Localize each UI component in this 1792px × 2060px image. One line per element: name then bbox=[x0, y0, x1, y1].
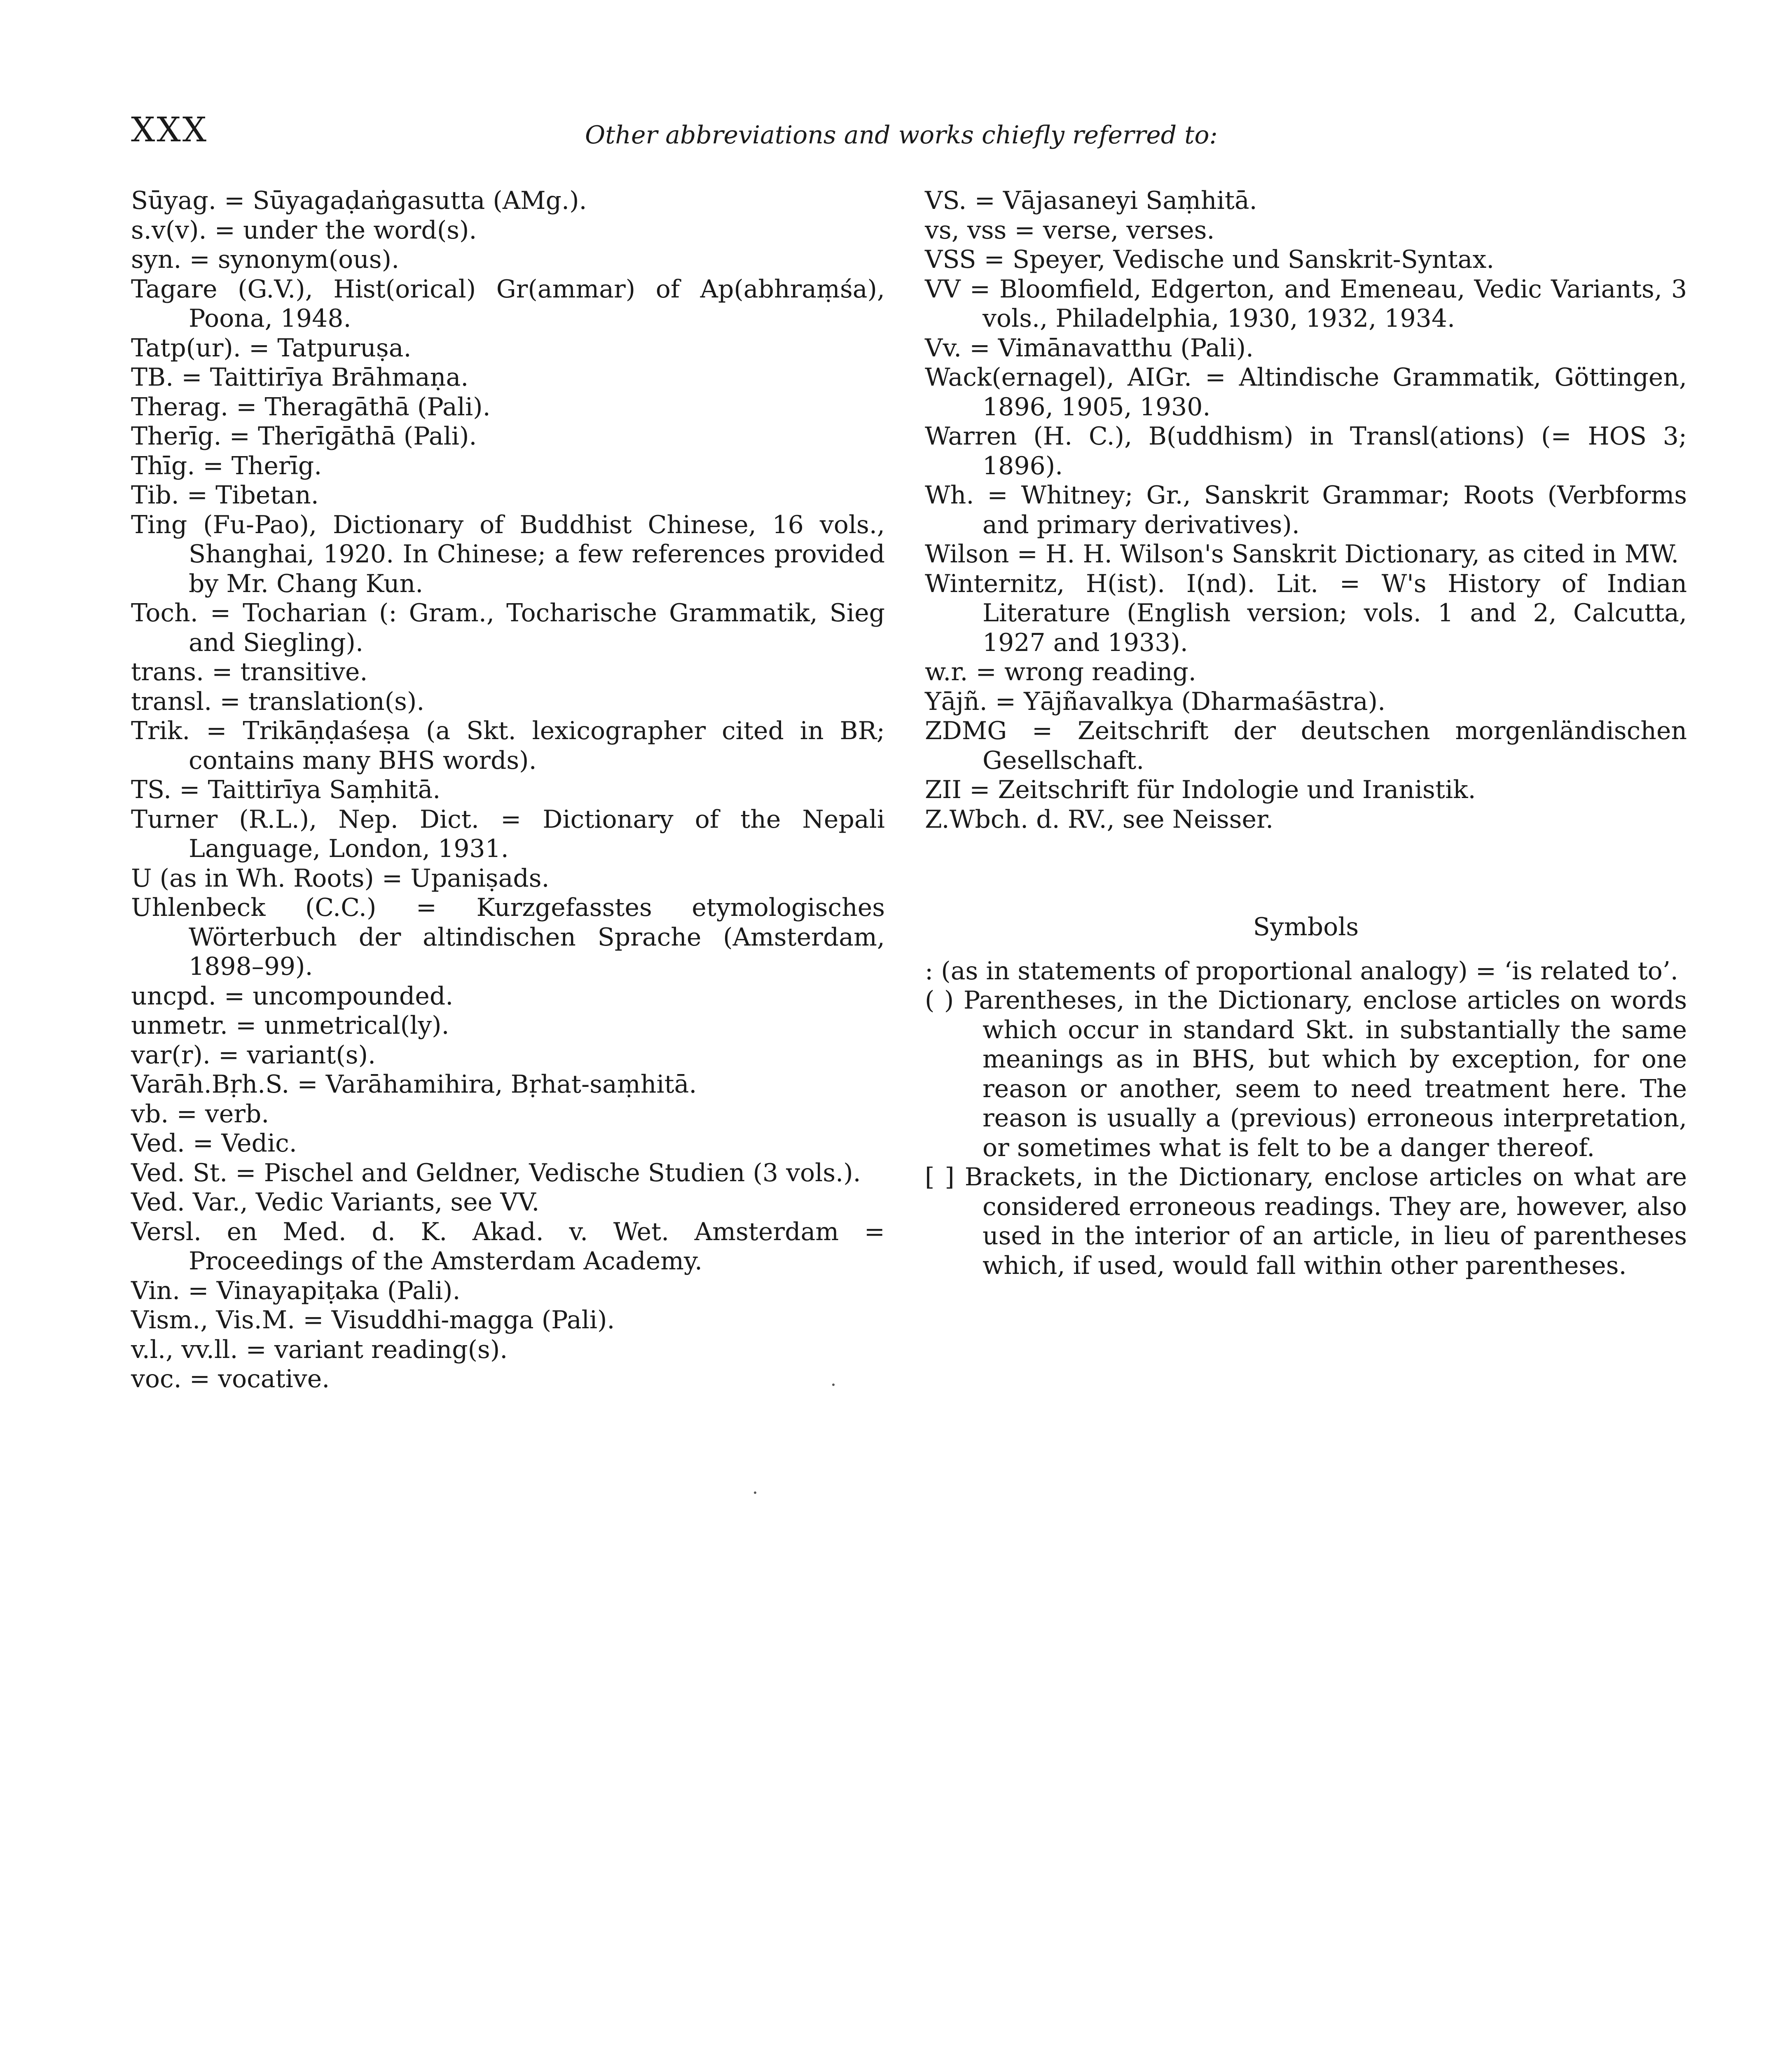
abbreviation-entry: Vism., Vis.M. = Visuddhi-magga (Pali). bbox=[131, 1306, 615, 1334]
abbreviation-entry: ZII = Zeitschrift für Indologie und Iranistik. bbox=[925, 775, 1476, 804]
abbreviation-entry: Tib. = Tibetan. bbox=[131, 481, 319, 510]
abbreviation-entry: Warren (H. C.), B(uddhism) in Transl(ations) (= HOS 3; 1896). bbox=[925, 422, 1687, 480]
abbreviation-entry: Vv. = Vimānavatthu (Pali). bbox=[925, 333, 1254, 363]
print-speck bbox=[754, 1491, 756, 1494]
abbreviation-entry: ZDMG = Zeitschrift der deutschen morgenländischen Gesellschaft. bbox=[925, 716, 1687, 775]
abbreviation-entry: Wilson = H. H. Wilson's Sanskrit Dictionary, as cited in MW. bbox=[925, 540, 1679, 569]
abbreviation-entry: Z.Wbch. d. RV., see Neisser. bbox=[925, 805, 1274, 834]
abbreviation-entry: Ved. Var., Vedic Variants, see VV. bbox=[131, 1188, 540, 1217]
abbreviation-entry: var(r). = variant(s). bbox=[131, 1040, 376, 1070]
abbreviation-entry: Wh. = Whitney; Gr., Sanskrit Grammar; Roots (Verbforms and primary derivatives). bbox=[925, 481, 1687, 539]
abbreviations-right-column bbox=[925, 186, 1687, 1280]
abbreviation-entry: Vin. = Vinayapiṭaka (Pali). bbox=[131, 1276, 461, 1305]
abbreviation-entry: transl. = translation(s). bbox=[131, 687, 425, 716]
abbreviation-entry: s.v(v). = under the word(s). bbox=[131, 215, 477, 245]
abbreviation-entry: Ved. = Vedic. bbox=[131, 1129, 297, 1158]
abbreviation-entry: vb. = verb. bbox=[131, 1099, 269, 1128]
symbol-entry: [ ] Brackets, in the Dictionary, enclose articles on what are considered erroneous readings. They are, however, also used in the interior of an article, in lieu of parentheses which, if used, would fall within other parentheses. bbox=[925, 1163, 1687, 1280]
right-entries bbox=[925, 186, 1687, 834]
abbreviation-entry: U (as in Wh. Roots) = Upaniṣads. bbox=[131, 864, 550, 893]
abbreviation-entry: Tatp(ur). = Tatpuruṣa. bbox=[131, 333, 412, 363]
abbreviation-entry: voc. = vocative. bbox=[131, 1365, 330, 1393]
abbreviation-entry: vs, vss = verse, verses. bbox=[925, 215, 1215, 245]
abbreviation-entry: VV = Bloomfield, Edgerton, and Emeneau, Vedic Variants, 3 vols., Philadelphia, 1930, 1932, 1934. bbox=[925, 274, 1687, 333]
symbol-entry: : (as in statements of proportional analogy) = ‘is related to’. bbox=[925, 956, 1678, 986]
abbreviation-entry: Winternitz, H(ist). I(nd). Lit. = W's History of Indian Literature (English version; vols. 1 and 2, Calcutta, 1927 and 1933). bbox=[925, 569, 1687, 657]
abbreviation-entry: Versl. en Med. d. K. Akad. v. Wet. Amsterdam = Proceedings of the Amsterdam Academy. bbox=[131, 1217, 885, 1276]
abbreviation-entry: Wack(ernagel), AIGr. = Altindische Grammatik, Göttingen, 1896, 1905, 1930. bbox=[925, 363, 1687, 421]
abbreviation-entry: VSS = Speyer, Vedische und Sanskrit-Syntax. bbox=[925, 245, 1495, 274]
abbreviation-entry: unmetr. = unmetrical(ly). bbox=[131, 1011, 449, 1040]
abbreviation-entry: Sūyag. = Sūyagaḍaṅgasutta (AMg.). bbox=[131, 186, 587, 215]
abbreviation-entry: Yājñ. = Yājñavalkya (Dharmaśāstra). bbox=[925, 687, 1386, 716]
abbreviations-left-column bbox=[131, 186, 885, 1394]
abbreviation-entry: TB. = Taittirīya Brāhmaṇa. bbox=[131, 363, 469, 392]
abbreviation-entry: Therag. = Theragāthā (Pali). bbox=[131, 392, 491, 421]
print-speck bbox=[832, 1383, 835, 1386]
abbreviation-entry: Ting (Fu-Pao), Dictionary of Buddhist Chinese, 16 vols., Shanghai, 1920. In Chinese; a few references provided by Mr. Chang Kun. bbox=[131, 510, 885, 598]
abbreviation-entry: uncpd. = uncompounded. bbox=[131, 981, 454, 1011]
abbreviation-entry: Toch. = Tocharian (: Gram., Tocharische Grammatik, Sieg and Siegling). bbox=[131, 599, 885, 657]
abbreviation-entry: Trik. = Trikāṇḍaśeṣa (a Skt. lexicographer cited in BR; contains many BHS words). bbox=[131, 716, 885, 775]
abbreviation-entry: VS. = Vājasaneyi Saṃhitā. bbox=[925, 186, 1257, 215]
abbreviation-entry: v.l., vv.ll. = variant reading(s). bbox=[131, 1335, 508, 1364]
abbreviation-entry: trans. = transitive. bbox=[131, 658, 368, 686]
abbreviation-entry: Turner (R.L.), Nep. Dict. = Dictionary of the Nepali Language, London, 1931. bbox=[131, 805, 885, 863]
abbreviation-entry: Thīg. = Therīg. bbox=[131, 451, 322, 480]
symbols-heading: Symbols bbox=[1253, 913, 1359, 941]
abbreviation-entry: w.r. = wrong reading. bbox=[925, 658, 1196, 686]
running-head: Other abbreviations and works chiefly referred to: bbox=[585, 121, 1218, 150]
abbreviation-entry: Ved. St. = Pischel and Geldner, Vedische Studien (3 vols.). bbox=[131, 1158, 861, 1187]
abbreviation-entry: syn. = synonym(ous). bbox=[131, 245, 400, 274]
abbreviation-entry: Therīg. = Therīgāthā (Pali). bbox=[131, 422, 477, 451]
symbols-list bbox=[925, 957, 1687, 1281]
symbol-entry: ( ) Parentheses, in the Dictionary, enclose articles on words which occur in standard Skt. in substantially the same meanings as in BHS, but which by exception, for one reason or another, seem to need treatment here. The reason is usually a (previous) erroneous interpretation, or sometimes what is felt to be a danger thereof. bbox=[925, 986, 1687, 1162]
abbreviation-entry: TS. = Taittirīya Saṃhitā. bbox=[131, 775, 441, 804]
abbreviation-entry: Varāh.Bṛh.S. = Varāhamihira, Bṛhat-saṃhitā. bbox=[131, 1070, 697, 1099]
page-number: XXX bbox=[131, 110, 208, 150]
abbreviation-entry: Tagare (G.V.), Hist(orical) Gr(ammar) of Ap(abhraṃśa), Poona, 1948. bbox=[131, 274, 885, 333]
abbreviation-entry: Uhlenbeck (C.C.) = Kurzgefasstes etymologisches Wörterbuch der altindischen Sprache (Amsterdam, 1898–99). bbox=[131, 893, 885, 981]
